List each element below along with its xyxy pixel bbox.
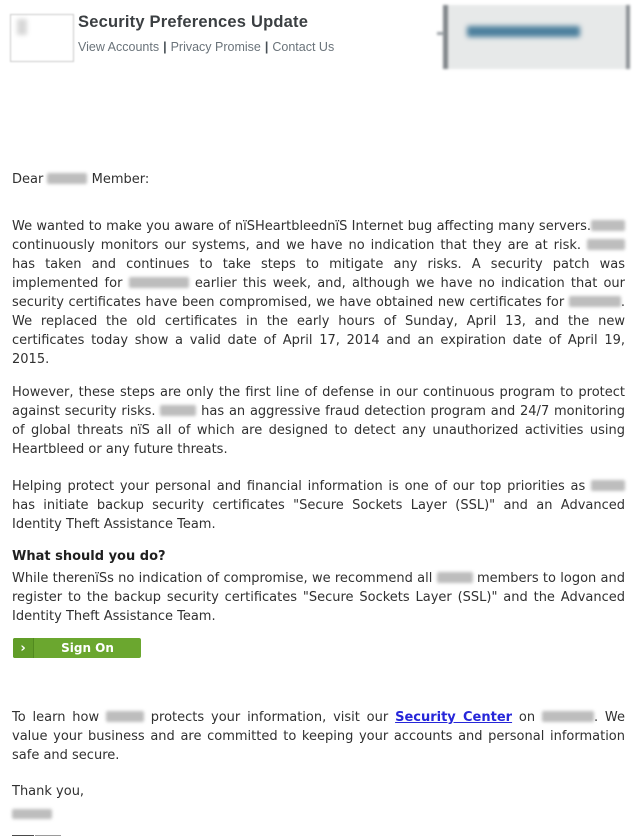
brand-logo — [10, 14, 74, 62]
badge-tick — [437, 32, 444, 35]
nav-view-accounts[interactable]: View Accounts — [78, 40, 160, 54]
what-should-you-do-heading: What should you do? — [12, 549, 166, 564]
email-body — [0, 170, 640, 836]
paragraph-text: . We value your business and are committed to keeping your accounts and personal information safe and secure. — [12, 710, 626, 763]
paragraph-text: continuously monitors our systems, and we have no indication that they are at risk. — [12, 238, 582, 253]
paragraph-text: on — [518, 710, 536, 725]
paragraph-2 — [12, 383, 625, 459]
paragraph-text: We wanted to make you aware of nïSHeartbleednïS Internet bug affecting many servers. — [12, 219, 591, 234]
paragraph-text: While therenïSs no indication of compromise, we recommend all — [12, 571, 433, 586]
nav-separator: | — [264, 40, 269, 54]
redacted-text — [591, 480, 625, 491]
redacted-text — [587, 239, 625, 250]
salutation-prefix: Dear — [12, 172, 44, 187]
redacted-text — [160, 405, 196, 416]
paragraph-text: members to logon and register to the backup security certificates "Secure Sockets Layer (SSL)" and the Advanced Identity Theft Assistance Team. — [12, 571, 626, 624]
nav-separator: | — [163, 40, 167, 54]
sign-on-button[interactable] — [13, 638, 141, 658]
security-center-link[interactable]: Security Center — [395, 710, 513, 725]
security-zone-badge — [443, 5, 630, 69]
footer-paragraph — [12, 708, 625, 765]
redacted-text — [129, 277, 189, 288]
page-title: Security Preferences Update — [78, 13, 309, 31]
paragraph-text: . We replaced the old certificates in the early hours of Sunday, April 13, and the new certificates today show a valid date of April 17, 2014 and an expiration date of April 19, 2015. — [12, 295, 625, 367]
paragraph-text: To learn how — [12, 710, 100, 725]
redacted-text — [47, 173, 87, 184]
closing-text: Thank you, — [12, 784, 85, 799]
paragraph-text: However, these steps are only the first line of defense in our continuous program to protect against security risks. — [12, 385, 625, 419]
redacted-text — [591, 220, 625, 231]
redacted-text — [569, 296, 621, 307]
paragraph-text: Helping protect your personal and financial information is one of our top priorities as — [12, 479, 586, 494]
redacted-text — [542, 711, 594, 722]
paragraph-text: has an aggressive fraud detection program and 24/7 monitoring of global threats nïS all of which are designed to detect any unauthorized activities using Heartbleed or any future threats. — [12, 404, 625, 457]
paragraph-text: protects your information, visit our — [150, 710, 389, 725]
badge-left-bar — [443, 5, 448, 69]
paragraph-text: has taken and continues to take steps to mitigate any risks. A security patch was implemented for — [12, 257, 625, 291]
sign-on-label: Sign On — [61, 640, 114, 655]
email-header — [0, 0, 640, 87]
chevron-right-icon: › — [13, 638, 34, 658]
redacted-signature — [12, 809, 52, 819]
badge-right-bar — [626, 5, 630, 69]
paragraph-4 — [12, 569, 625, 626]
nav-contact-us[interactable]: Contact Us — [272, 40, 335, 54]
redacted-text — [106, 711, 144, 722]
salutation — [12, 170, 625, 189]
paragraph-text: earlier this week, and, although we have no indication that our security certificates have been compromised, we have obtained new certificates for — [12, 276, 625, 310]
salutation-suffix: Member: — [91, 172, 150, 187]
nav-privacy-promise[interactable]: Privacy Promise — [170, 40, 261, 54]
paragraph-1 — [12, 217, 625, 369]
redacted-text — [437, 572, 473, 583]
badge-redacted-text — [467, 26, 580, 37]
redacted-logo-mark — [17, 19, 27, 35]
header-nav — [78, 40, 334, 54]
paragraph-3 — [12, 477, 625, 534]
paragraph-text: has initiate backup security certificates "Secure Sockets Layer (SSL)" and an Advanced Identity Theft Assistance Team. — [12, 498, 625, 532]
